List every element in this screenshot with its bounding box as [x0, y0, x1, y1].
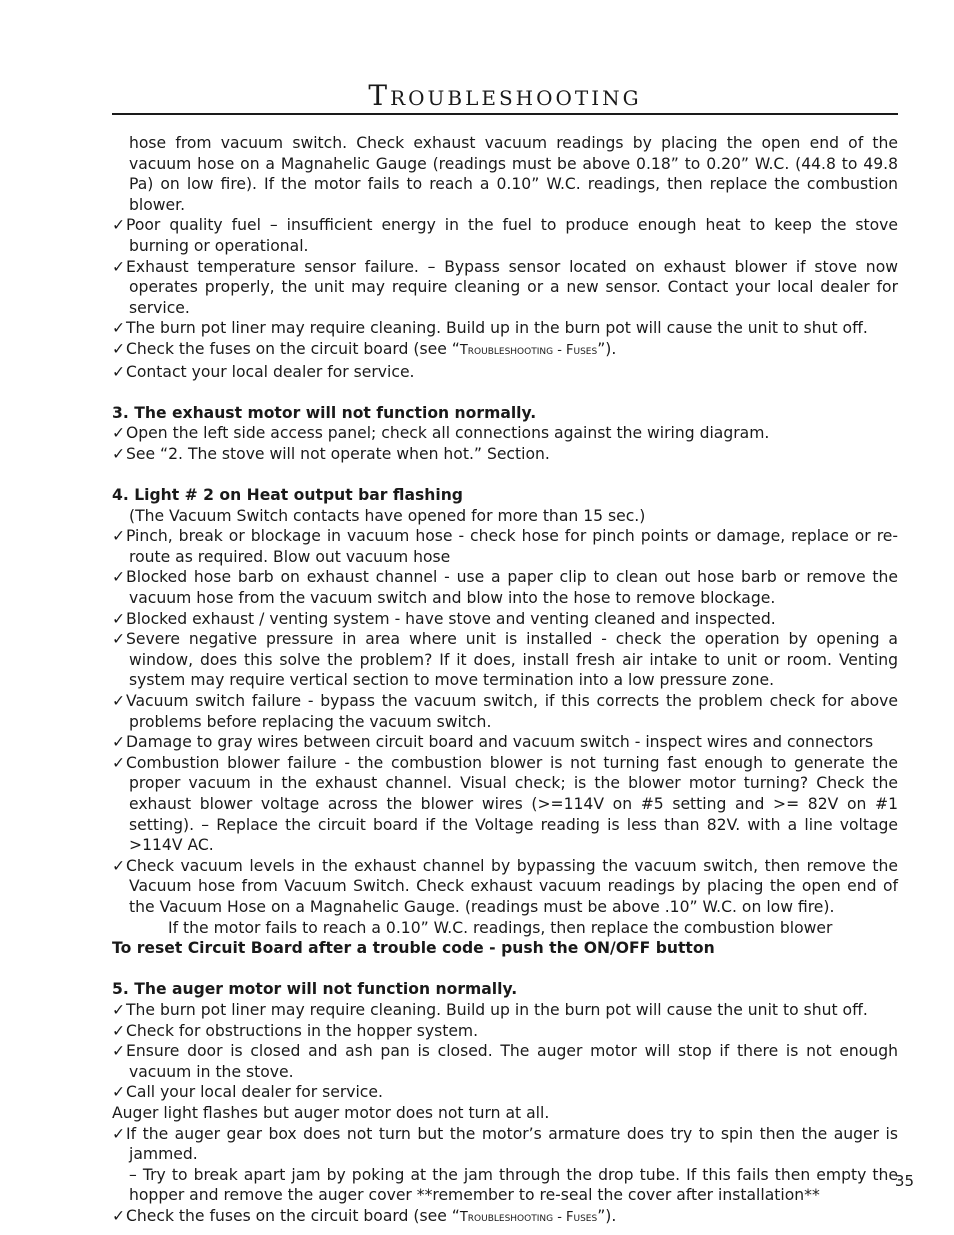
checklist-item: [112, 609, 898, 630]
section-4-note: (The Vacuum Switch contacts have opened for more than 15 sec.): [129, 506, 646, 525]
item-text: Vacuum switch failure - bypass the vacuum switch, if this corrects the problem check for above problems before replacing the vacuum switch.: [126, 692, 898, 731]
checklist-item: [112, 856, 898, 918]
item-text: Exhaust temperature sensor failure. – Bypass sensor located on exhaust blower if stove now operates properly, the unit may require cleaning or a new sensor. Contact your local dealer for service.: [126, 257, 898, 317]
checklist-item: [112, 215, 898, 256]
document-body: [112, 133, 898, 1228]
checklist-item: [112, 526, 898, 567]
spacer: [112, 382, 898, 403]
check-icon: ✓: [112, 1042, 126, 1061]
check-icon: ✓: [112, 362, 126, 381]
checklist-item: [112, 567, 898, 608]
item-text: Ensure door is closed and ash pan is closed. The auger motor will stop if there is not enough vacuum in the stove.: [126, 1042, 898, 1081]
checklist-item: [112, 318, 898, 339]
title-rule: [112, 113, 898, 115]
spacer: [112, 959, 898, 980]
check-icon: ✓: [112, 257, 126, 276]
item-text: Check vacuum levels in the exhaust channel by bypassing the vacuum switch, then remove the Vacuum hose from Vacuum Switch. Check exhaust vacuum readings by placing the open end of the Vacuum Hose on a Magnahelic Gauge. (readings must be above .10” W.C. on low fire).: [126, 856, 898, 916]
check-icon: ✓: [112, 733, 126, 752]
section-3-heading: 3. The exhaust motor will not function normally.: [112, 403, 537, 422]
item-text: Severe negative pressure in area where unit is installed - check the operation by opening a window, does this solve the problem? If it does, install fresh air intake to unit or room. Venting system may require vertical section to move termination into a low pressure zone.: [126, 630, 898, 690]
checklist-item: [112, 691, 898, 732]
motor-note: If the motor fails to reach a 0.10” W.C. readings, then replace the combustion blower: [168, 918, 833, 937]
item-text: See “2. The stove will not operate when hot.” Section.: [126, 444, 550, 463]
check-icon: ✓: [112, 1206, 126, 1225]
jam-detail: – Try to break apart jam by poking at the jam through the drop tube. If this fails then empty the hopper and remove the auger cover **remember to re-seal the cover after installation**: [129, 1165, 898, 1205]
section-4-heading: 4. Light # 2 on Heat output bar flashing: [112, 486, 463, 505]
item-text: Poor quality fuel – insufficient energy in the fuel to produce enough heat to keep the stove burning or operational.: [126, 216, 898, 255]
checklist-item: [112, 629, 898, 691]
checklist-item-fuses: [112, 1206, 898, 1229]
check-icon: ✓: [112, 1000, 126, 1019]
section-5-heading: 5. The auger motor will not function normally.: [112, 980, 518, 999]
checklist-item: [112, 732, 898, 753]
item-text: Check for obstructions in the hopper system.: [126, 1021, 479, 1040]
check-icon: ✓: [112, 527, 126, 546]
spacer: [112, 465, 898, 486]
xref-open: Check the fuses on the circuit board (see “: [126, 339, 460, 358]
checklist-item: [112, 423, 898, 444]
checklist-item: [112, 1000, 898, 1021]
checklist-item: [112, 1124, 898, 1165]
item-text: If the auger gear box does not turn but the motor’s armature does try to spin then the auger is jammed.: [126, 1124, 898, 1164]
xref-section: Troubleshooting - Fuses: [459, 342, 598, 358]
checklist-item: [112, 1021, 898, 1042]
check-icon: ✓: [112, 1083, 126, 1102]
check-icon: ✓: [112, 630, 126, 649]
check-icon: ✓: [112, 424, 126, 443]
checklist-item-fuses: [112, 339, 898, 362]
checklist-item: [112, 257, 898, 319]
xref-close: ”).: [597, 339, 617, 358]
item-text: Blocked hose barb on exhaust channel - use a paper clip to clean out hose barb or remove the vacuum hose from the vacuum switch and blow into the hose to remove blockage.: [126, 568, 898, 608]
check-icon: ✓: [112, 216, 126, 235]
item-text: Open the left side access panel; check all connections against the wiring diagram.: [126, 424, 770, 443]
item-text: Call your local dealer for service.: [126, 1083, 383, 1102]
checklist-item: [112, 362, 898, 383]
check-icon: ✓: [112, 1124, 126, 1143]
page-number: 35: [894, 1172, 914, 1190]
xref-open: Check the fuses on the circuit board (see “: [126, 1206, 460, 1225]
check-icon: ✓: [112, 692, 126, 711]
checklist-item: [112, 1082, 898, 1103]
check-icon: ✓: [112, 753, 126, 772]
item-text: Damage to gray wires between circuit board and vacuum switch - inspect wires and connectors: [126, 733, 874, 752]
item-text: Contact your local dealer for service.: [126, 362, 415, 381]
reset-note: To reset Circuit Board after a trouble code - push the ON/OFF button: [112, 939, 715, 958]
item-text: The burn pot liner may require cleaning. Build up in the burn pot will cause the unit to shut off.: [126, 319, 868, 338]
auger-light-note: Auger light flashes but auger motor does not turn at all.: [112, 1103, 550, 1122]
check-icon: ✓: [112, 1021, 126, 1040]
page-title: Troubleshooting: [368, 79, 642, 112]
check-icon: ✓: [112, 339, 126, 358]
intro-continuation: hose from vacuum switch. Check exhaust vacuum readings by placing the open end of the vacuum hose on a Magnahelic Gauge (readings must be above 0.18” to 0.20” W.C. (44.8 to 49.8 Pa) on low fire). If the motor fails to reach a 0.10” W.C. readings, then replace the combustion blower.: [129, 134, 898, 214]
item-text: Blocked exhaust / venting system - have stove and venting cleaned and inspected.: [126, 609, 776, 628]
checklist-item: [112, 753, 898, 856]
item-text: Pinch, break or blockage in vacuum hose - check hose for pinch points or damage, replace or re-route as required. Blow out vacuum hose: [126, 527, 898, 566]
check-icon: ✓: [112, 568, 126, 587]
xref-close: ”).: [597, 1206, 617, 1225]
item-text: The burn pot liner may require cleaning. Build up in the burn pot will cause the unit to shut off.: [126, 1000, 868, 1019]
xref-section: Troubleshooting - Fuses: [459, 1209, 598, 1225]
checklist-item: [112, 444, 898, 465]
check-icon: ✓: [112, 609, 126, 628]
check-icon: ✓: [112, 319, 126, 338]
item-text: Combustion blower failure - the combustion blower is not turning fast enough to generate the proper vacuum in the exhaust channel. Visual check; is the blower motor turning? Check the exhaust blower voltage across the blower wires (>=114V on #5 setting and >= 82V on #1 setting). – Replace the circuit board if the Voltage reading is less than 82V. with a line voltage >114V AC.: [126, 753, 898, 855]
check-icon: ✓: [112, 444, 126, 463]
checklist-item: [112, 1041, 898, 1082]
check-icon: ✓: [112, 856, 126, 875]
